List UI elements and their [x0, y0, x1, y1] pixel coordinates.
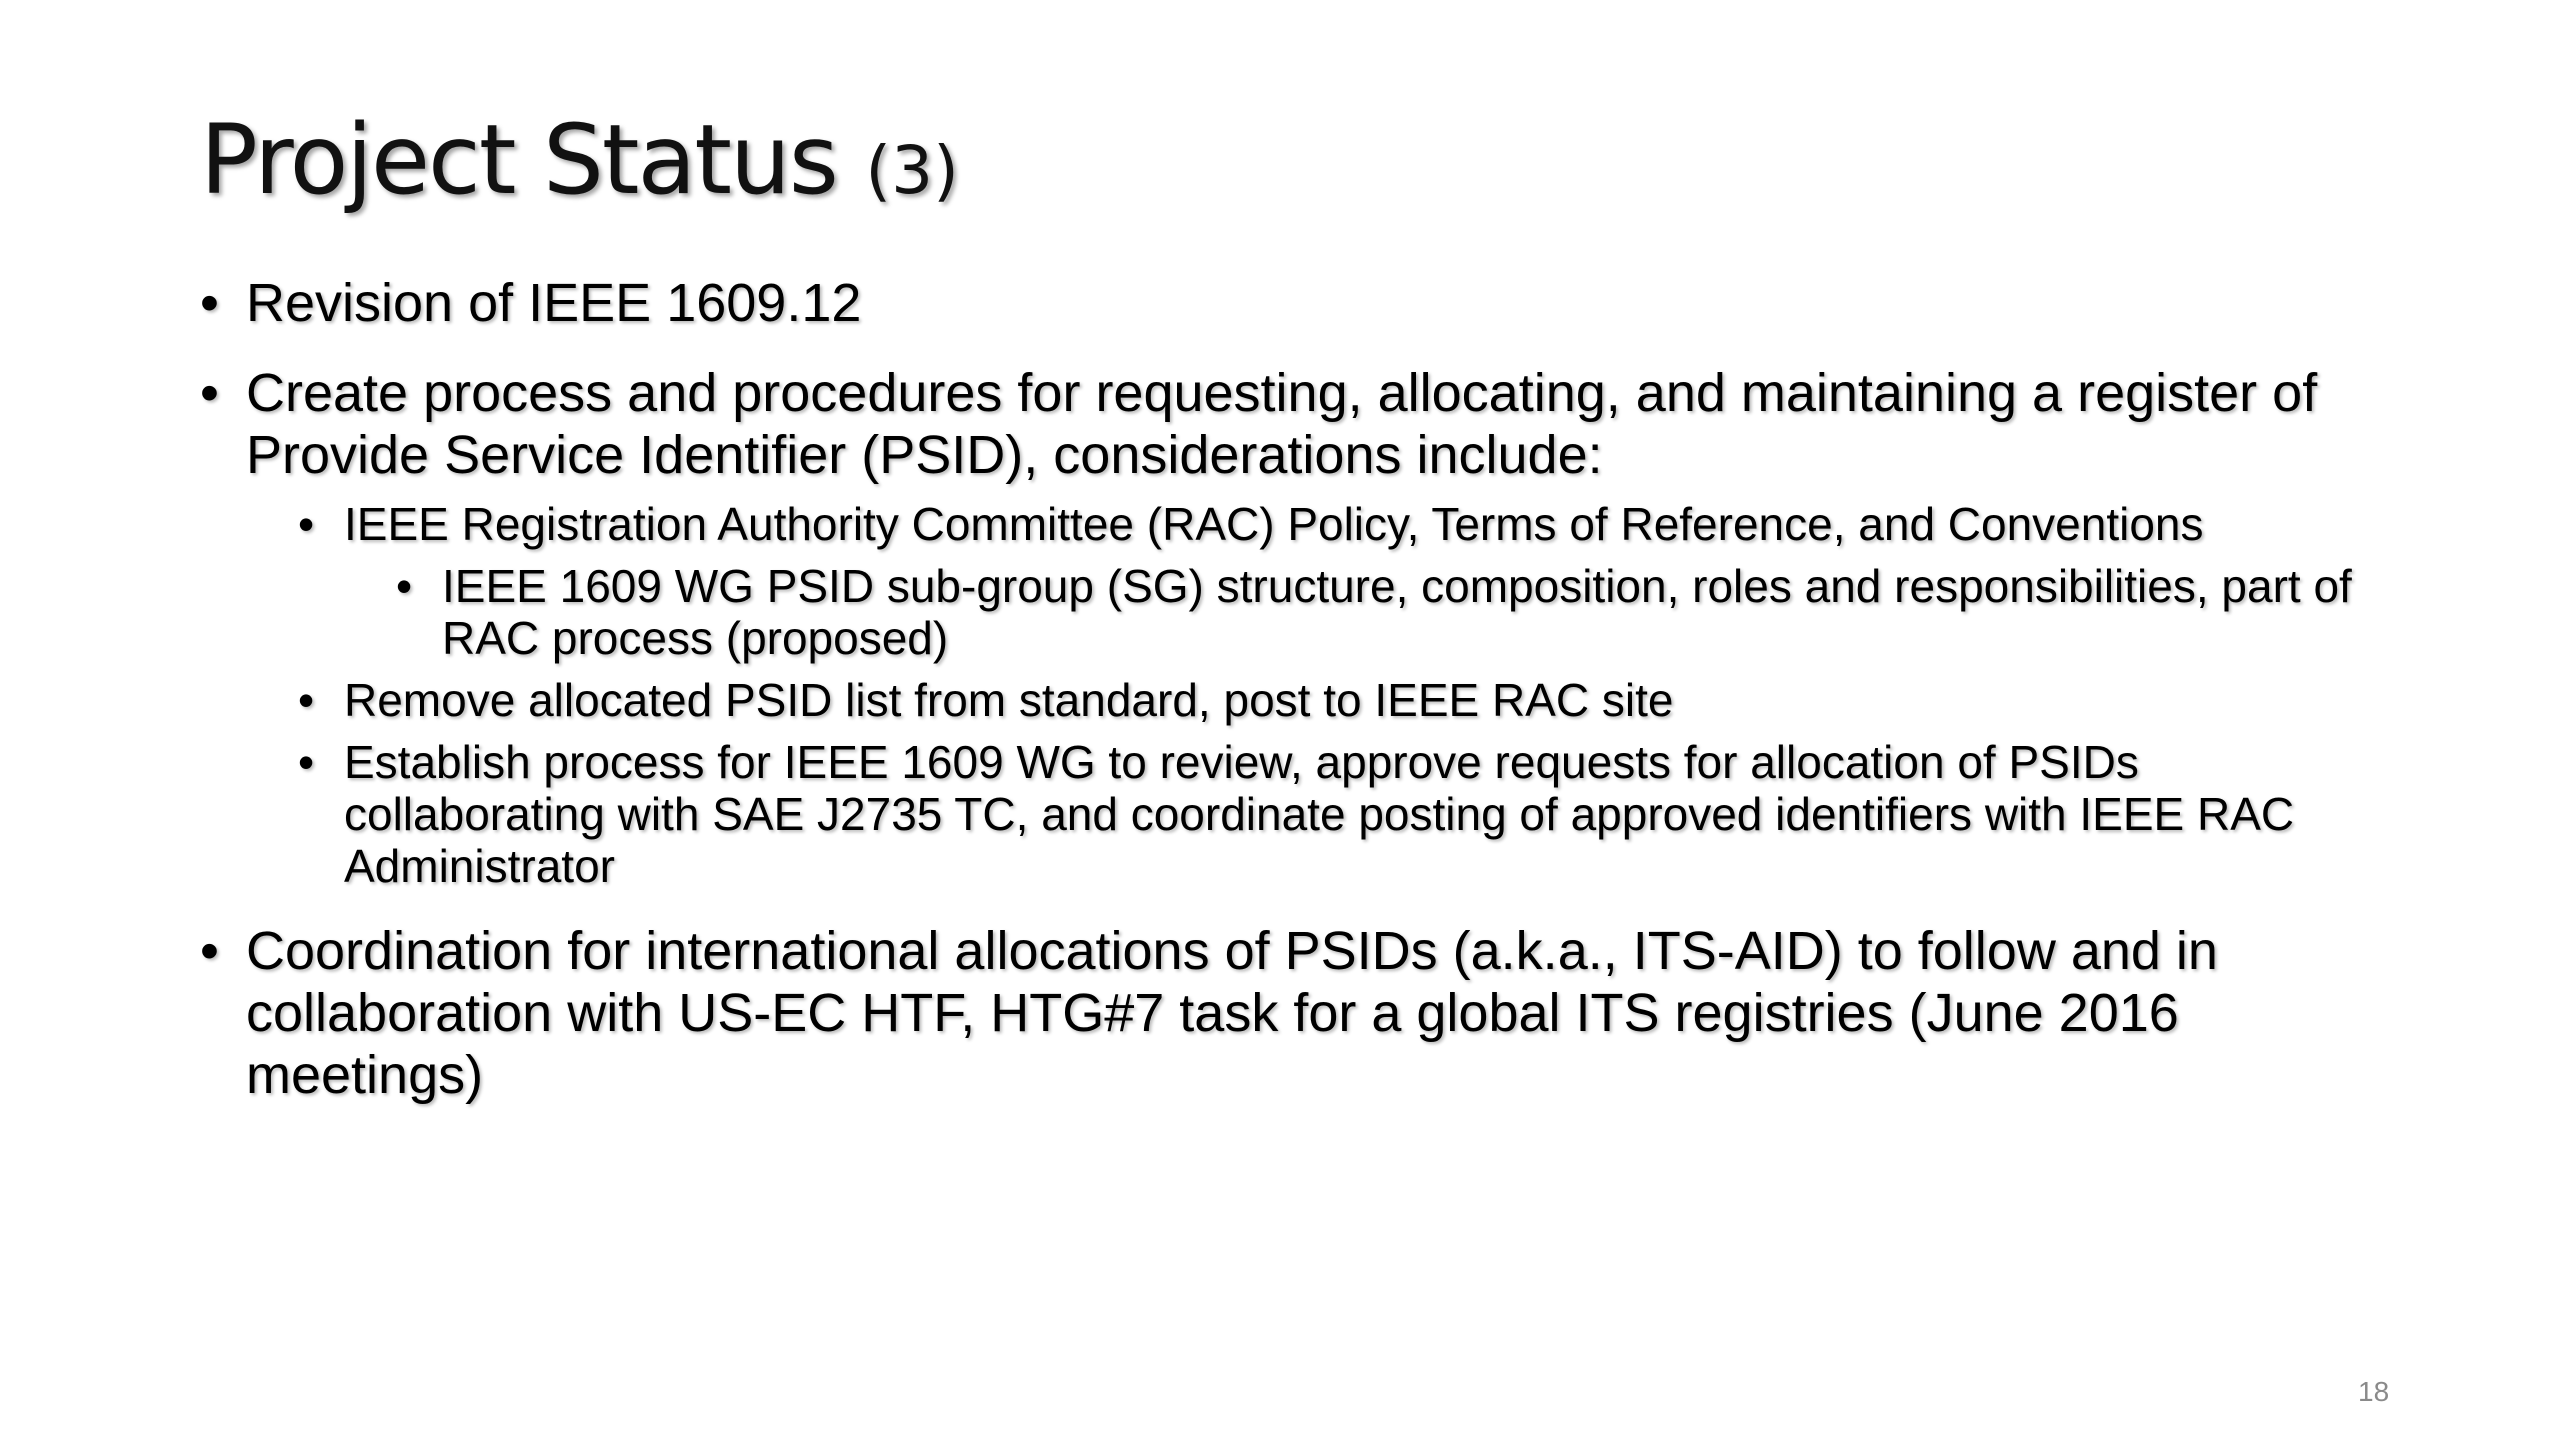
page-number: 18	[2358, 1376, 2390, 1407]
bullet-icon: •	[200, 273, 219, 333]
bullet-text: Create process and procedures for requesting, allocating, and maintaining a register of Provide Service Identifier (PSID), considerations include:	[246, 363, 2318, 485]
sub-bullet-item	[298, 498, 2380, 550]
bullet-icon: •	[298, 674, 315, 726]
sub-sub-bullet-text: IEEE 1609 WG PSID sub-group (SG) structure, composition, roles and responsibilities, part of RAC process (proposed)	[442, 560, 2352, 664]
bullet-icon: •	[200, 921, 219, 981]
bullet-text: Coordination for international allocations of PSIDs (a.k.a., ITS-AID) to follow and in collaboration with US-EC HTF, HTG#7 task for a global ITS registries (June 2016 meetings)	[246, 921, 2218, 1105]
sub-bullet-text: Establish process for IEEE 1609 WG to review, approve requests for allocation of PSIDs collaborating with SAE J2735 TC, and coordinate posting of approved identifiers with IEEE RAC Administrator	[344, 736, 2295, 892]
bullet-icon: •	[298, 736, 315, 788]
sub-sub-bullet-item	[396, 560, 2380, 664]
bullet-text: Revision of IEEE 1609.12	[246, 273, 862, 333]
title-text: Project Status	[200, 104, 837, 216]
bullet-icon: •	[298, 498, 315, 550]
slide-body	[200, 272, 2380, 1106]
bullet-icon: •	[396, 560, 413, 612]
sub-bullet-text: IEEE Registration Authority Committee (RAC) Policy, Terms of Reference, and Conventions	[344, 498, 2204, 550]
bullet-item	[200, 920, 2380, 1106]
title-suffix: (3)	[865, 132, 959, 209]
sub-bullet-item	[298, 674, 2380, 726]
sub-bullet-item	[298, 736, 2380, 892]
bullet-item	[200, 362, 2380, 486]
slide-title	[200, 104, 959, 216]
bullet-item	[200, 272, 2380, 334]
sub-bullet-text: Remove allocated PSID list from standard, post to IEEE RAC site	[344, 674, 1674, 726]
bullet-icon: •	[200, 363, 219, 423]
